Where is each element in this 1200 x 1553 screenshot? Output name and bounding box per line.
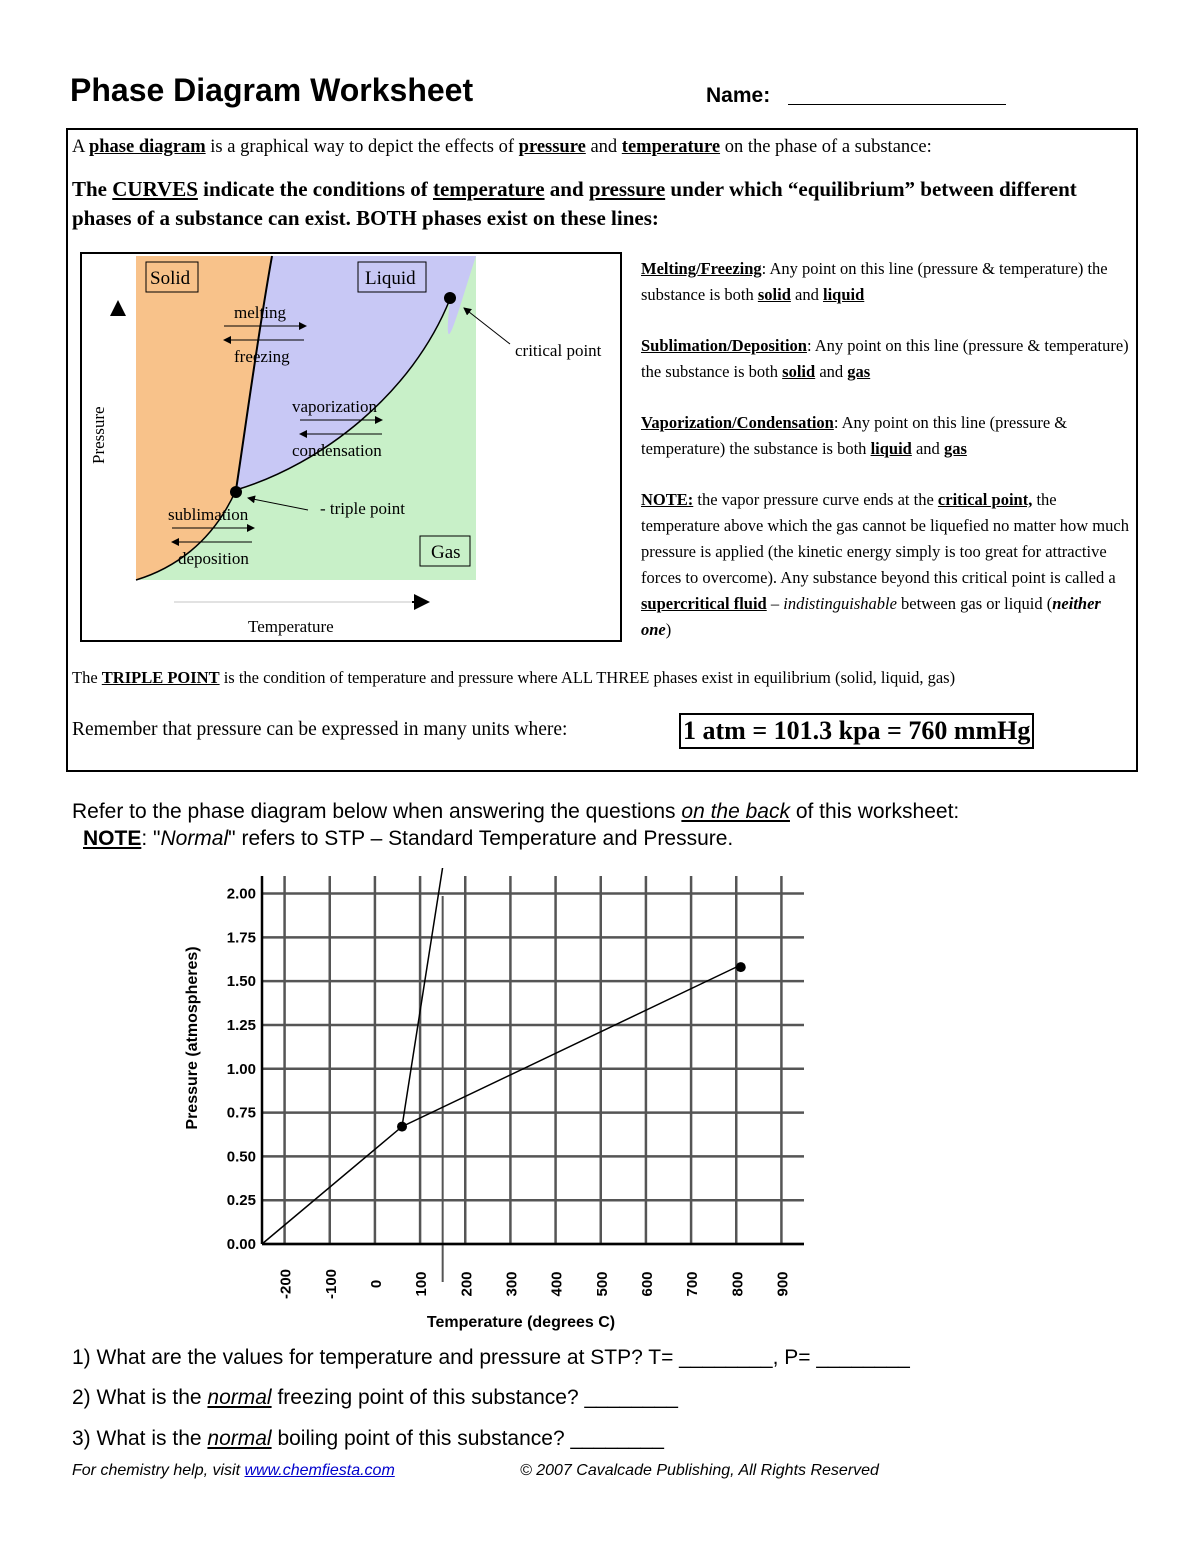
refer-text: Refer to the phase diagram below when answering the questions on the back of this worksheet: NOTE: "Normal" refers to STP – Standard Temperature and Pressure.	[72, 800, 960, 850]
question-3: 3) What is the normal boiling point of this substance? ________	[72, 1427, 664, 1450]
pressure-axis-label: Pressure	[89, 406, 108, 464]
curves-text: The CURVES indicate the conditions of temperature and pressure under which “equilibrium” between different phases of a substance can exist. BOTH phases exist on these lines:	[72, 177, 1077, 230]
x-tick-label: 0	[367, 1279, 385, 1289]
y-tick-label: 1.75	[226, 929, 256, 947]
series-line	[262, 967, 736, 1244]
y-tick-label: 1.00	[226, 1060, 256, 1078]
definitions	[641, 256, 1135, 668]
melting-label: melting	[234, 303, 286, 322]
critical-point-label: critical point	[515, 341, 602, 360]
y-tick-label: 2.00	[226, 885, 256, 903]
name-field[interactable]	[788, 104, 1006, 105]
triple-point-label: - triple point	[320, 499, 405, 518]
temperature-axis-label: Temperature	[248, 617, 334, 636]
def-sublimation: Sublimation/Deposition: Any point on this line (pressure & temperature) the substance is both solid and gas	[641, 336, 1129, 381]
vaporization-label: vaporization	[292, 397, 377, 416]
intro-text: A phase diagram is a graphical way to depict the effects of pressure and temperature on the phase of a substance:	[72, 137, 932, 157]
y-tick-label: 0.25	[226, 1192, 256, 1210]
x-tick-label: 700	[684, 1271, 702, 1297]
y-tick-label: 0.50	[226, 1148, 256, 1166]
footer-right: © 2007 Cavalcade Publishing, All Rights Reserved	[520, 1462, 879, 1479]
name-label: Name:	[706, 84, 771, 107]
gas-label: Gas	[431, 542, 461, 563]
critical-point-marker	[736, 962, 746, 972]
x-tick-label: 200	[458, 1271, 476, 1297]
series-line	[402, 868, 443, 1127]
liquid-label: Liquid	[365, 268, 416, 289]
remember-text: Remember that pressure can be expressed in many units where:	[72, 719, 568, 740]
x-tick-label: 100	[413, 1271, 431, 1297]
question-2: 2) What is the normal freezing point of this substance? ________	[72, 1386, 678, 1409]
triple-point-marker	[397, 1122, 407, 1132]
x-tick-label: 300	[503, 1271, 521, 1297]
phase-diagram-illustration	[80, 252, 622, 642]
x-tick-label: -100	[322, 1268, 340, 1300]
sublimation-label: sublimation	[168, 505, 249, 524]
x-tick-label: 800	[729, 1271, 747, 1297]
deposition-label: deposition	[178, 549, 249, 568]
solid-label: Solid	[150, 268, 191, 289]
y-tick-label: 0.00	[226, 1236, 256, 1253]
page-title: Phase Diagram Worksheet	[70, 72, 474, 108]
units-box: 1 atm = 101.3 kpa = 760 mmHg	[679, 713, 1034, 749]
footer-left: For chemistry help, visit www.chemfiesta.com	[72, 1462, 395, 1479]
x-tick-label: -200	[277, 1268, 295, 1300]
def-melting: Melting/Freezing: Any point on this line (pressure & temperature) the substance is both solid and liquid	[641, 259, 1108, 304]
critical-point-dot	[444, 292, 456, 304]
triple-point-dot	[230, 486, 242, 498]
x-tick-label: 400	[548, 1271, 566, 1297]
chemfiesta-link[interactable]: www.chemfiesta.com	[244, 1462, 395, 1479]
x-tick-label: 900	[774, 1271, 792, 1297]
x-tick-label: 500	[593, 1271, 611, 1297]
def-vaporization: Vaporization/Condensation: Any point on this line (pressure & temperature) the substance is both liquid and gas	[641, 413, 1068, 458]
y-tick-label: 0.75	[226, 1104, 256, 1122]
y-tick-label: 1.50	[226, 973, 256, 991]
question-1: 1) What are the values for temperature and pressure at STP? T= ________, P= ________	[72, 1346, 910, 1369]
freezing-label: freezing	[234, 347, 290, 366]
chart-ylabel: Pressure (atmospheres)	[184, 946, 201, 1130]
def-note: NOTE: the vapor pressure curve ends at the critical point, the temperature above which the gas cannot be liquefied no matter how much pressure is applied (the kinetic energy simply is too great for attractive forces to overcome). Any substance beyond this critical point is called a supercritical fluid – indistinguishable between gas or liquid (neither one)	[641, 490, 1129, 639]
y-tick-label: 1.25	[226, 1016, 256, 1034]
condensation-label: condensation	[292, 441, 382, 460]
chart-xlabel: Temperature (degrees C)	[426, 1314, 616, 1331]
x-tick-label: 600	[638, 1271, 656, 1297]
triple-point-text: The TRIPLE POINT is the condition of temperature and pressure where ALL THREE phases exist in equilibrium (solid, liquid, gas)	[72, 668, 956, 687]
phase-chart	[170, 868, 820, 1338]
